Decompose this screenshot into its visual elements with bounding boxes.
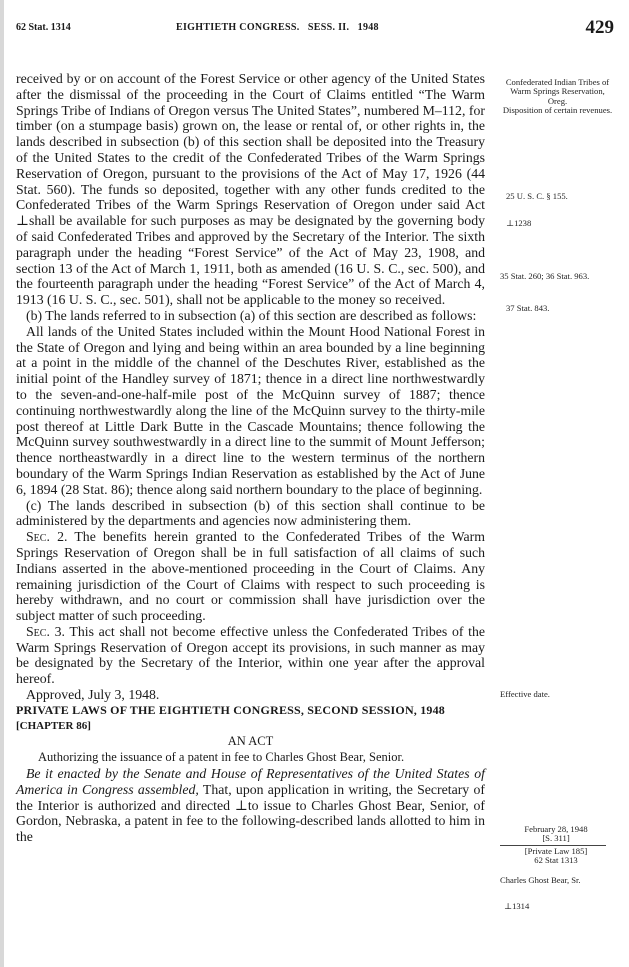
act-purpose: Authorizing the issuance of a patent in fee to Charles Ghost Bear, Senior. bbox=[38, 750, 405, 765]
chapter-label: [CHAPTER 86] bbox=[16, 719, 91, 732]
paragraph-subsection-b: (b) The lands referred to in subsection (a) of this section are described as follows: bbox=[26, 307, 477, 323]
page-break-1314: ⊥1314 bbox=[504, 901, 530, 911]
paragraph-funds: received by or on account of the Forest Service or other agency of the United States after the dismissal of the proceeding in the Court of Claims entitled “The Warm Springs Tribe of Indians of Oregon versus The United States”, numbered M–112, for timber (on a stumpage basis) grown on, the lease or rental of, or other rights in, the lands described in subsection (b) of this section shall be deposited into the Treasury of the United States to the credit of the Confederated Tribes of the Warm Springs Reservation of Oregon, pursuant to the provisions of the Act of May 17, 1926 (44 Stat. 560). The funds so deposited, together with any other funds credited to the Confederated Tribes of the Warm Springs Reservation of Oregon under said Act ⊥shall be available for such purposes as may be designated by the governing body of said Confederated Tribes and approved by the Secretary of the Interior. The sixth paragraph under the heading “Forest Service” of the Act of May 23, 1908, and section 13 of the Act of March 1, 1911, both as amended (16 U. S. C., sec. 500), and the fourteenth paragraph under the heading “Forest Service” of the Act of March 4, 1913 (16 U. S. C., sec. 501), shall not be applicable to the money so received. bbox=[16, 71, 485, 308]
bill-number: [S. 311] bbox=[542, 833, 570, 844]
approval-line: Approved, July 3, 1948. bbox=[26, 687, 160, 703]
section-3-label: Sec. 3. bbox=[26, 623, 65, 639]
enacting-clause bbox=[16, 766, 485, 845]
section-2-text: The benefits herein granted to the Confederated Tribes of the Warm Springs Reservation of Oregon shall be in full satisfaction of all claims of such Indians asserted in the above-mentioned proceeding in the Court of Claims. Any remaining jurisdiction of the Court of Claims with respect to such proceeding is hereby withdrawn, and no court or commission shall have jurisdiction over the subject matter of such proceeding. bbox=[16, 529, 485, 624]
private-law-stat: 62 Stat 1313 bbox=[534, 855, 578, 866]
note-revenues: Disposition of certain revenues. bbox=[502, 105, 613, 116]
act-title: AN ACT bbox=[227, 734, 274, 749]
private-laws-heading: PRIVATE LAWS OF THE EIGHTIETH CONGRESS, SECOND SESSION, 1948 bbox=[16, 702, 446, 717]
paragraph-land-description: All lands of the United States included within the Mount Hood National Forest in the State of Oregon and lying and being within an area bounded by a line beginning at a point in the middle of the channel of the Deschutes River, established as the initial point of the Handley survey of 1871; thence in a direct line northwestwardly to the seven-and-one-half-mile post of the McQuinn survey of 1887; thence continuing northwestwardly along the line of the McQuinn survey to the thirty-mile post thereof at Little Dark Butte in the Cascade Mountains; thence following the McQuinn survey southwestwardly in a direct line to the summit of Mount Jefferson; thence northeastwardly in a direct line to the western terminus of the northern boundary of the Warm Springs Indian Reservation as established by the Act of June 6, 1894 (28 Stat. 86); thence along said northern boundary to the place of beginning. bbox=[16, 323, 485, 497]
paragraph-subsection-c: (c) The lands described in subsection (b) of this section shall continue to be administered by the departments and agencies now administering them. bbox=[16, 497, 485, 529]
main-text bbox=[16, 71, 485, 845]
margin-note-tribes bbox=[500, 78, 615, 116]
note-effective-date: Effective date. bbox=[500, 689, 550, 699]
enacting-text: That, upon application in writing, the Secretary of the Interior is authorized and directed ⊥to issue to Charles Ghost Bear, Senior, of Gordon, Nebraska, a patent in fee to the following-described lands allotted to him in the bbox=[16, 781, 485, 845]
private-law-number: [Private Law 185] bbox=[524, 845, 588, 856]
section-2-label: Sec. 2. bbox=[26, 529, 68, 545]
stat-reference: 62 Stat. 1314 bbox=[16, 22, 71, 33]
paragraph-section-2 bbox=[16, 529, 485, 624]
citation-37-stat: 37 Stat. 843. bbox=[506, 303, 550, 313]
paragraph-section-3 bbox=[16, 624, 485, 687]
running-header bbox=[16, 18, 614, 40]
note-charles-ghost-bear: Charles Ghost Bear, Sr. bbox=[500, 875, 581, 885]
page-number: 429 bbox=[585, 17, 614, 38]
bill-date: February 28, 1948 bbox=[524, 824, 588, 834]
page-break-1238: ⊥1238 bbox=[506, 218, 532, 228]
running-head: EIGHTIETH CONGRESS. SESS. II. 1948 bbox=[176, 22, 379, 33]
note-tribes: Confederated Indian Tribes of Warm Springs Reservation, Oreg. bbox=[505, 77, 610, 106]
section-3-text: This act shall not become effective unless the Confederated Tribes of the Warm Springs Reservation of Oregon accept its provisions, in such manner as may be designated by the Secretary of the Interior, within one year after the approval hereof. bbox=[16, 623, 486, 687]
citation-25-usc: 25 U. S. C. § 155. bbox=[506, 191, 568, 201]
scan-edge bbox=[0, 0, 4, 967]
enacting-formula: Be it enacted by the Senate and House of Representatives of the United States of America in Congress assembled, bbox=[16, 766, 485, 797]
citation-35-stat: 35 Stat. 260; 36 Stat. 963. bbox=[500, 271, 590, 281]
margin-note-bill bbox=[500, 825, 612, 866]
